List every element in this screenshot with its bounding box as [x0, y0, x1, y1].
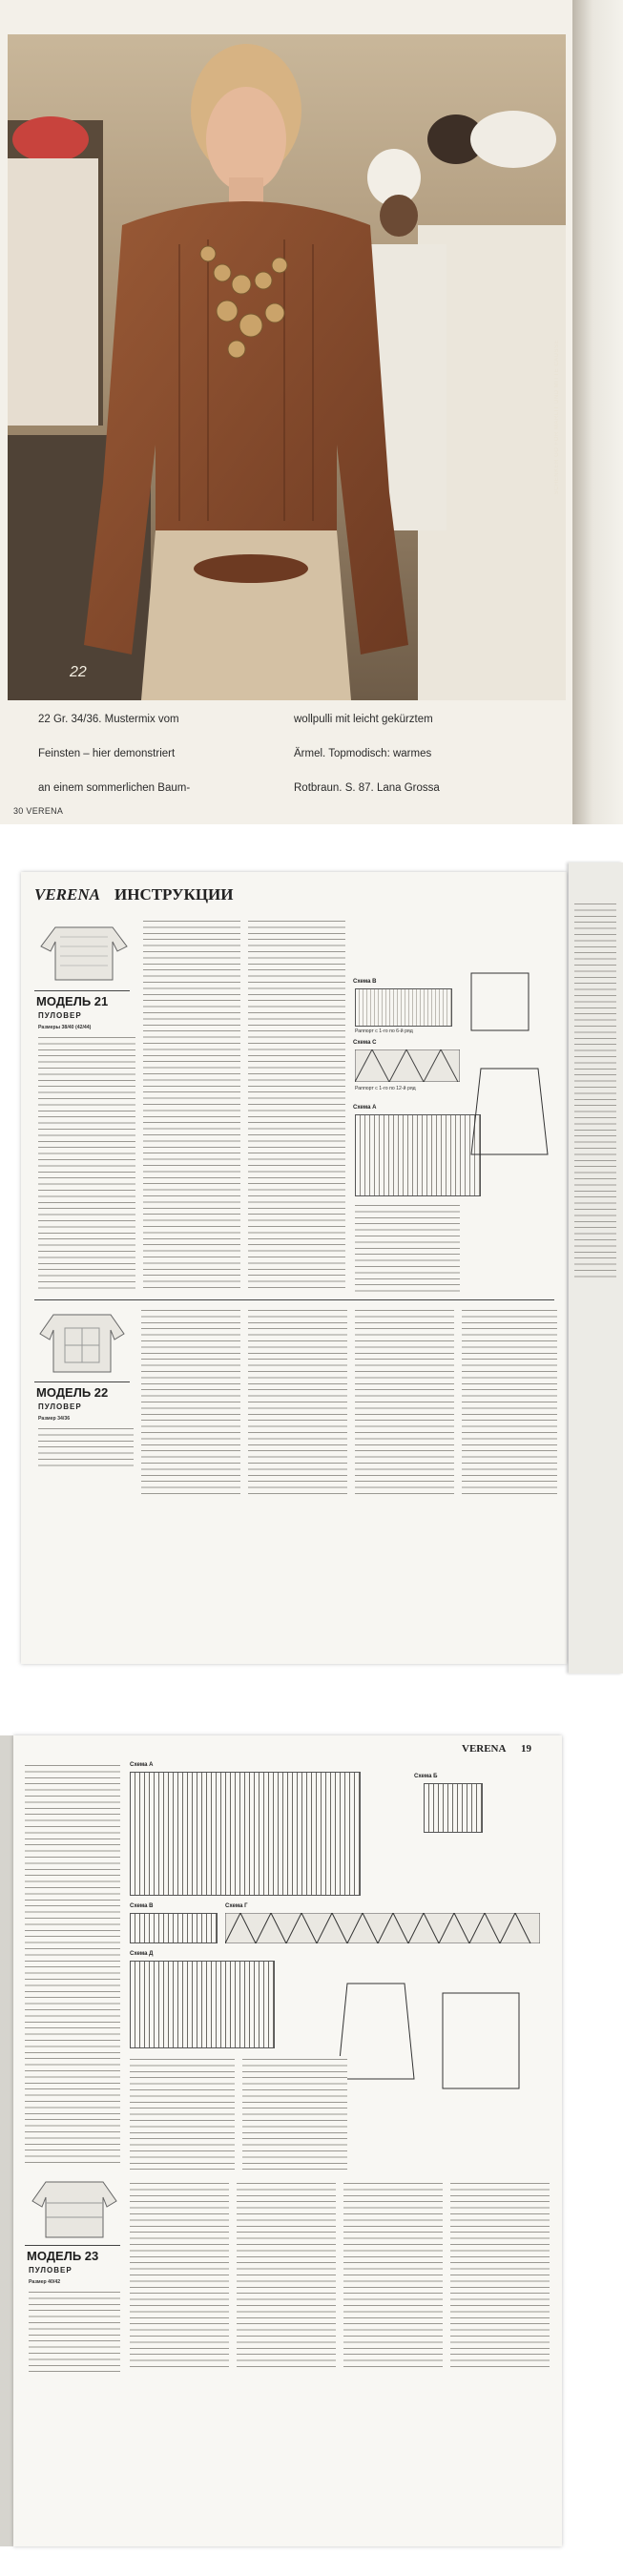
model-21-title: МОДЕЛЬ 21: [36, 994, 109, 1008]
model-21-body-col1: [38, 1034, 135, 1292]
scheme-label: Схема В: [130, 1903, 154, 1909]
caption-line: an einem sommerlichen Baum-: [38, 782, 191, 794]
scheme-label: Схема A: [353, 1105, 377, 1111]
sweater-sketch-23: [29, 2174, 120, 2241]
scheme-d-chart: [130, 1961, 275, 2048]
model-23-body-col4: [450, 2180, 550, 2371]
brand-logo: VERENA: [34, 885, 100, 904]
brand-logo: VERENA: [462, 1743, 507, 1755]
scheme-label: Схема Б: [414, 1774, 438, 1779]
instructions-page-2: [0, 1697, 623, 2576]
garment-schematics: [328, 1974, 538, 2098]
model-23-subtitle: ПУЛОВЕР: [29, 2266, 73, 2275]
model-22-subtitle: ПУЛОВЕР: [38, 1402, 82, 1411]
scheme-c-chart: [355, 1049, 460, 1082]
scheme-label: Схема C: [353, 1040, 377, 1046]
model-22-continued: [25, 1762, 120, 2163]
scheme-label: Схема А: [130, 1762, 154, 1768]
page-number: 19: [521, 1743, 531, 1755]
model-23-body-col3: [343, 2180, 443, 2371]
book-spine: [0, 1735, 13, 2546]
model-21-subtitle: ПУЛОВЕР: [38, 1011, 82, 1020]
chart-note: Раппорт с 1-го по 6-й ряд: [355, 1028, 413, 1034]
sweater-sketch-21: [36, 918, 132, 985]
model-22-body-col3: [355, 1307, 454, 1498]
model-21-size: Размеры 38/40 (42/44): [38, 1025, 92, 1030]
model-22-title: МОДЕЛЬ 22: [36, 1385, 109, 1400]
photo-number: 22: [70, 664, 87, 680]
model-22-size: Размер 34/36: [38, 1416, 71, 1422]
caption-column-2: [294, 702, 461, 805]
model-22-body-col2: [248, 1307, 347, 1498]
caption-column-1: [38, 702, 205, 805]
page-title: ИНСТРУКЦИИ: [114, 885, 234, 904]
model-22-body-col1: [141, 1307, 240, 1498]
instructions-page: [0, 824, 623, 1697]
model-23-body-col1: [130, 2180, 229, 2371]
garment-schematic: [462, 964, 557, 1183]
legend-text: [355, 1202, 460, 1292]
caption-line: wollpulli mit leicht gekürztem: [294, 714, 433, 725]
scheme-label: Схема B: [353, 979, 377, 985]
model-23-size: Размер 40/42: [29, 2279, 61, 2285]
caption-line: Ärmel. Topmodisch: warmes: [294, 748, 432, 759]
chart-note: Раппорт с 1-го по 12-й ряд: [355, 1086, 416, 1091]
scheme-v-chart: [130, 1913, 218, 1943]
instructions-paper: [21, 872, 567, 1664]
caption-line: 22 Gr. 34/36. Mustermix vom: [38, 714, 179, 725]
scheme-label: Схема Г: [225, 1903, 248, 1909]
adjacent-page-edge: [569, 862, 623, 1673]
model-23-body-col2: [237, 2180, 336, 2371]
page-number: 30 VERENA: [13, 806, 64, 816]
scheme-a-chart: [130, 1772, 361, 1896]
scheme-b-chart: [355, 988, 452, 1027]
sweater-sketch-22: [36, 1307, 128, 1376]
model-21-body-col3: [248, 918, 345, 1292]
legend-text: [130, 2056, 235, 2171]
scheme-b-chart: [424, 1783, 483, 1833]
photo-credit: SCHENKER GO FOR MARLIT UND MITTE CAUSSE: [554, 340, 560, 495]
model-22-body-col4: [462, 1307, 557, 1498]
caption-line: Rotbraun. S. 87. Lana Grossa: [294, 782, 440, 794]
scheme-label: Схема Д: [130, 1951, 154, 1957]
model-23-title: МОДЕЛЬ 23: [27, 2249, 99, 2263]
page-edge: [572, 0, 623, 824]
scheme-g-chart: [225, 1913, 540, 1943]
caption-line: Feinsten – hier demonstriert: [38, 748, 176, 759]
photo-page: [0, 0, 623, 824]
pattern-text: [242, 2056, 347, 2171]
model-23-intro: [29, 2289, 120, 2375]
photo-page-paper: [0, 0, 572, 824]
model-22-intro: [38, 1425, 134, 1467]
model-21-body-col2: [143, 918, 240, 1292]
photo-illustration: [8, 34, 566, 700]
instructions-paper-2: [13, 1735, 562, 2546]
fashion-photo: [8, 34, 566, 700]
